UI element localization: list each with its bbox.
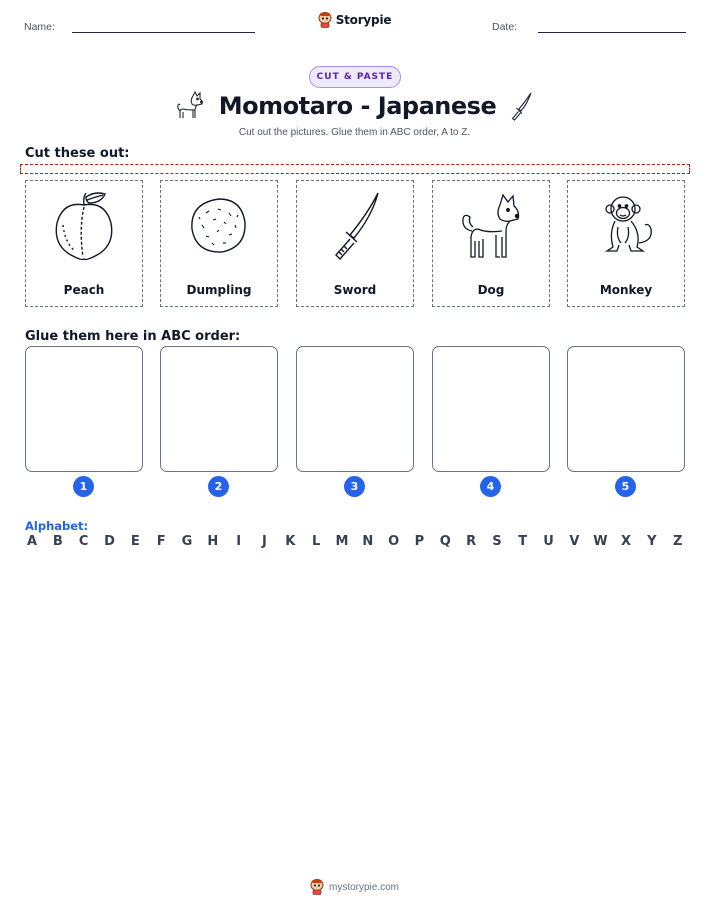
alphabet-letter: G xyxy=(181,534,193,549)
order-number-4: 4 xyxy=(480,476,501,497)
storypie-mascot-icon xyxy=(310,879,324,895)
alphabet-letter: U xyxy=(543,534,554,549)
alphabet-letter: Z xyxy=(672,534,683,549)
peach-icon xyxy=(49,189,119,265)
alphabet-row xyxy=(25,534,685,549)
cut-card-sword[interactable] xyxy=(296,180,414,307)
order-number-3: 3 xyxy=(344,476,365,497)
alphabet-letter: V xyxy=(569,534,580,549)
alphabet-letter: M xyxy=(335,534,349,549)
dog-doodle-icon xyxy=(175,90,205,122)
alphabet-letter: S xyxy=(492,534,502,549)
page-title: Momotaro - Japanese xyxy=(218,92,497,120)
glue-box-2[interactable] xyxy=(160,346,278,472)
alphabet-letter: Q xyxy=(439,534,451,549)
brand-logo xyxy=(0,12,709,28)
name-label: Name: xyxy=(24,21,55,33)
alphabet-letter: J xyxy=(262,534,267,549)
alphabet-letter: A xyxy=(26,534,38,549)
order-number-5: 5 xyxy=(615,476,636,497)
cut-card-peach[interactable] xyxy=(25,180,143,307)
alphabet-letter: I xyxy=(236,534,242,549)
card-label: Dumpling xyxy=(186,283,252,297)
glue-box-5[interactable] xyxy=(567,346,685,472)
cut-paste-badge: CUT & PASTE xyxy=(309,66,401,88)
monkey-icon xyxy=(591,189,661,265)
title-row xyxy=(0,90,709,122)
footer xyxy=(0,879,709,895)
footer-link[interactable]: mystorypie.com xyxy=(328,881,399,893)
alphabet-letter: X xyxy=(621,534,632,549)
alphabet-letter: O xyxy=(388,534,400,549)
alphabet-letter: E xyxy=(130,534,140,549)
alphabet-letter: C xyxy=(78,534,89,549)
cut-card-monkey[interactable] xyxy=(567,180,685,307)
alphabet-letter: D xyxy=(104,534,115,549)
alphabet-letter: Y xyxy=(647,534,657,549)
alphabet-letter: L xyxy=(311,534,321,549)
alphabet-title: Alphabet: xyxy=(25,519,89,533)
cut-card-dog[interactable] xyxy=(432,180,550,307)
glue-box-1[interactable] xyxy=(25,346,143,472)
glue-box-4[interactable] xyxy=(432,346,550,472)
card-label: Dog xyxy=(477,283,505,297)
brand-name: Storypie xyxy=(335,13,392,27)
alphabet-letter: T xyxy=(518,534,528,549)
alphabet-letter: R xyxy=(466,534,477,549)
cut-section-title: Cut these out: xyxy=(25,146,130,161)
order-number-2: 2 xyxy=(208,476,229,497)
dumpling-icon xyxy=(184,189,254,265)
order-number-1: 1 xyxy=(73,476,94,497)
card-label: Sword xyxy=(333,283,377,297)
alphabet-letter: W xyxy=(593,534,608,549)
alphabet-letter: F xyxy=(156,534,166,549)
instructions: Cut out the pictures. Glue them in ABC order, A to Z. xyxy=(238,127,471,138)
cut-line xyxy=(20,164,690,174)
date-label: Date: xyxy=(492,21,518,33)
cut-card-dumpling[interactable] xyxy=(160,180,278,307)
glue-section-title: Glue them here in ABC order: xyxy=(25,329,241,344)
card-label: Monkey xyxy=(599,283,653,297)
dog-icon xyxy=(456,189,526,265)
alphabet-letter: H xyxy=(207,534,219,549)
alphabet-letter: P xyxy=(414,534,425,549)
glue-box-3[interactable] xyxy=(296,346,414,472)
alphabet-letter: B xyxy=(52,534,63,549)
sword-doodle-icon xyxy=(510,91,534,121)
card-label: Peach xyxy=(63,283,105,297)
date-line[interactable] xyxy=(538,32,686,33)
storypie-mascot-icon xyxy=(318,12,332,28)
alphabet-letter: N xyxy=(362,534,374,549)
name-line[interactable] xyxy=(72,32,255,33)
alphabet-letter: K xyxy=(285,534,296,549)
sword-icon xyxy=(320,189,390,265)
